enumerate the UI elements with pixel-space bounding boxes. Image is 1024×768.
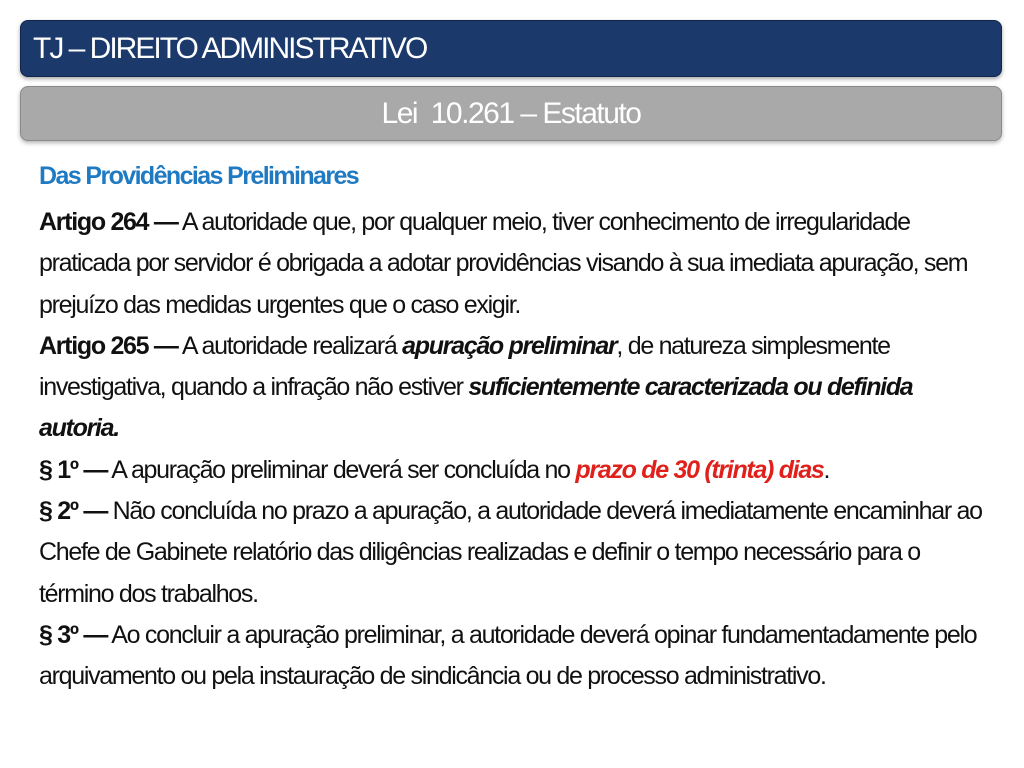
article-264 xyxy=(39,202,989,326)
article-264-label: Artigo 264 — xyxy=(39,208,178,236)
article-265-emphasis-1: apuração preliminar xyxy=(402,331,617,360)
section-heading: Das Providências Preliminares xyxy=(39,162,359,190)
paragraph-1-end: . xyxy=(823,455,830,484)
slide-content xyxy=(39,158,989,698)
subtitle-bar xyxy=(20,86,1002,141)
slide-subtitle: Lei 10.261 – Estatuto xyxy=(381,97,641,130)
title-bar xyxy=(20,20,1002,77)
article-265-emphasis-2: suficientemente caracterizada ou definida autoria. xyxy=(39,373,913,443)
paragraph-2 xyxy=(39,491,989,615)
paragraph-1-label: § 1º — xyxy=(39,455,108,484)
paragraph-3 xyxy=(39,615,989,698)
paragraph-3-label: § 3º — xyxy=(39,620,108,649)
paragraph-1-deadline: prazo de 30 (trinta) dias xyxy=(575,455,824,484)
article-264-text: A autoridade que, por qualquer meio, tiver conhecimento de irregularidade praticada por servidor é obrigada a adotar providências visando à sua imediata apuração, sem prejuízo das medidas urgentes que o caso exigir. xyxy=(39,208,968,319)
article-265-label: Artigo 265 — xyxy=(39,331,178,360)
article-265-text-1: A autoridade realizará xyxy=(177,331,403,360)
paragraph-3-text: Ao concluir a apuração preliminar, a autoridade deverá opinar fundamentadamente pelo arquivamento ou pela instauração de sindicância ou de processo administrativo. xyxy=(39,620,977,691)
paragraph-1 xyxy=(39,450,989,491)
paragraph-2-label: § 2º — xyxy=(39,497,108,526)
slide-title: TJ – DIREITO ADMINISTRATIVO xyxy=(33,32,427,65)
article-265-text-2: , de natureza simplesmente investigativa, quando a infração não estiver xyxy=(39,331,890,402)
article-265 xyxy=(39,326,989,450)
paragraph-1-text: A apuração preliminar deverá ser concluída no xyxy=(107,455,576,484)
paragraph-2-text: Não concluída no prazo a apuração, a autoridade deverá imediatamente encaminhar ao Chefe de Gabinete relatório das diligências realizadas e definir o tempo necessário para o término dos trabalhos. xyxy=(39,497,982,608)
